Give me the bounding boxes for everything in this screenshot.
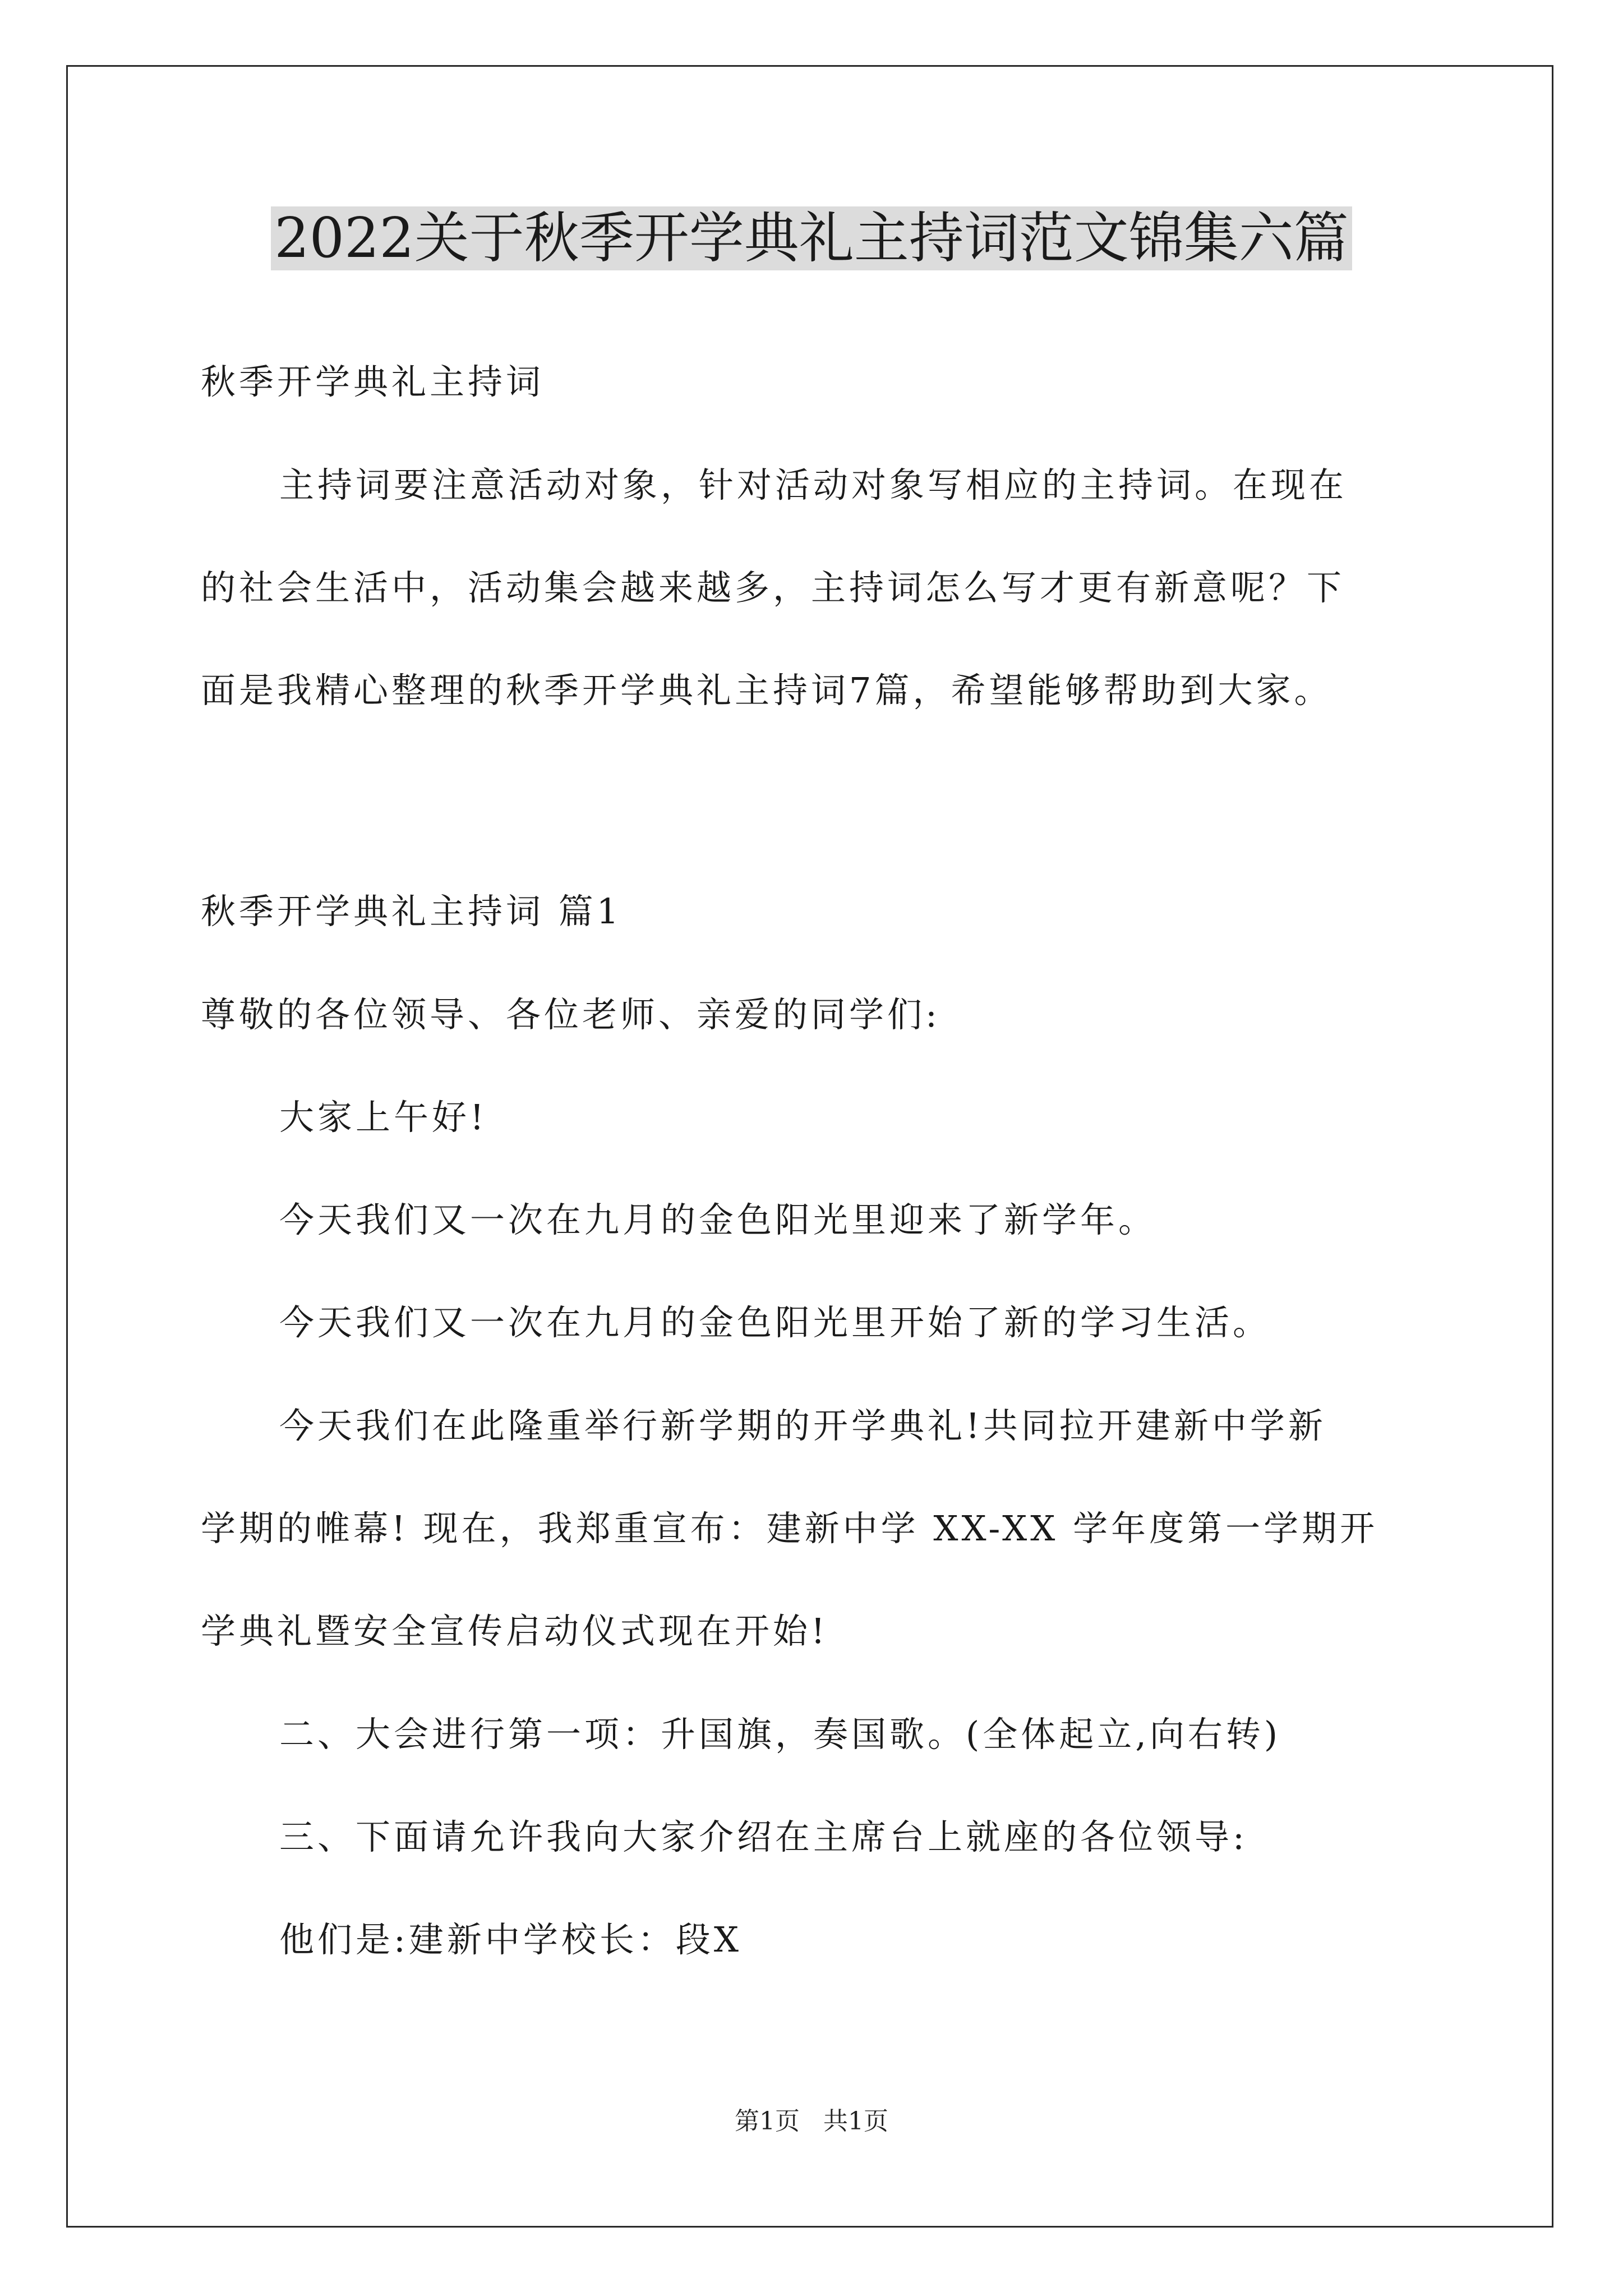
- paragraph-line: 今天我们又一次在九月的金色阳光里迎来了新学年。: [279, 1199, 1157, 1240]
- document-title: [0, 199, 1623, 278]
- paragraph-line: 二、大会进行第一项：升国旗，奏国歌。(全体起立,向右转): [279, 1714, 1281, 1755]
- paragraph-line: 今天我们在此隆重举行新学期的开学典礼!共同拉开建新中学新: [279, 1405, 1326, 1446]
- paragraph-line: 他们是:建新中学校长：段X: [279, 1919, 743, 1960]
- paragraph-line: 三、下面请允许我向大家介绍在主席台上就座的各位领导:: [279, 1816, 1248, 1857]
- section-heading: 秋季开学典礼主持词: [201, 361, 545, 402]
- page-footer: 第1页 共1页: [735, 2107, 888, 2136]
- paragraph-line: 主持词要注意活动对象，针对活动对象写相应的主持词。在现在: [279, 464, 1348, 505]
- section-heading: 秋季开学典礼主持词 篇1: [201, 891, 623, 932]
- paragraph-line: 学典礼暨安全宣传启动仪式现在开始!: [201, 1611, 828, 1651]
- document-title-text: 2022关于秋季开学典礼主持词范文锦集六篇: [271, 206, 1352, 270]
- paragraph-line: 尊敬的各位领导、各位老师、亲爱的同学们:: [201, 994, 940, 1035]
- paragraph-line: 今天我们又一次在九月的金色阳光里开始了新的学习生活。: [279, 1302, 1271, 1343]
- paragraph-line: 大家上午好!: [279, 1097, 487, 1138]
- paragraph-line: 的社会生活中，活动集会越来越多，主持词怎么写才更有新意呢？下: [201, 567, 1345, 608]
- paragraph-line: 学期的帷幕! 现在，我郑重宣布：建新中学 XX-XX 学年度第一学期开: [201, 1508, 1378, 1549]
- paragraph-line: 面是我精心整理的秋季开学典礼主持词7篇，希望能够帮助到大家。: [201, 670, 1332, 711]
